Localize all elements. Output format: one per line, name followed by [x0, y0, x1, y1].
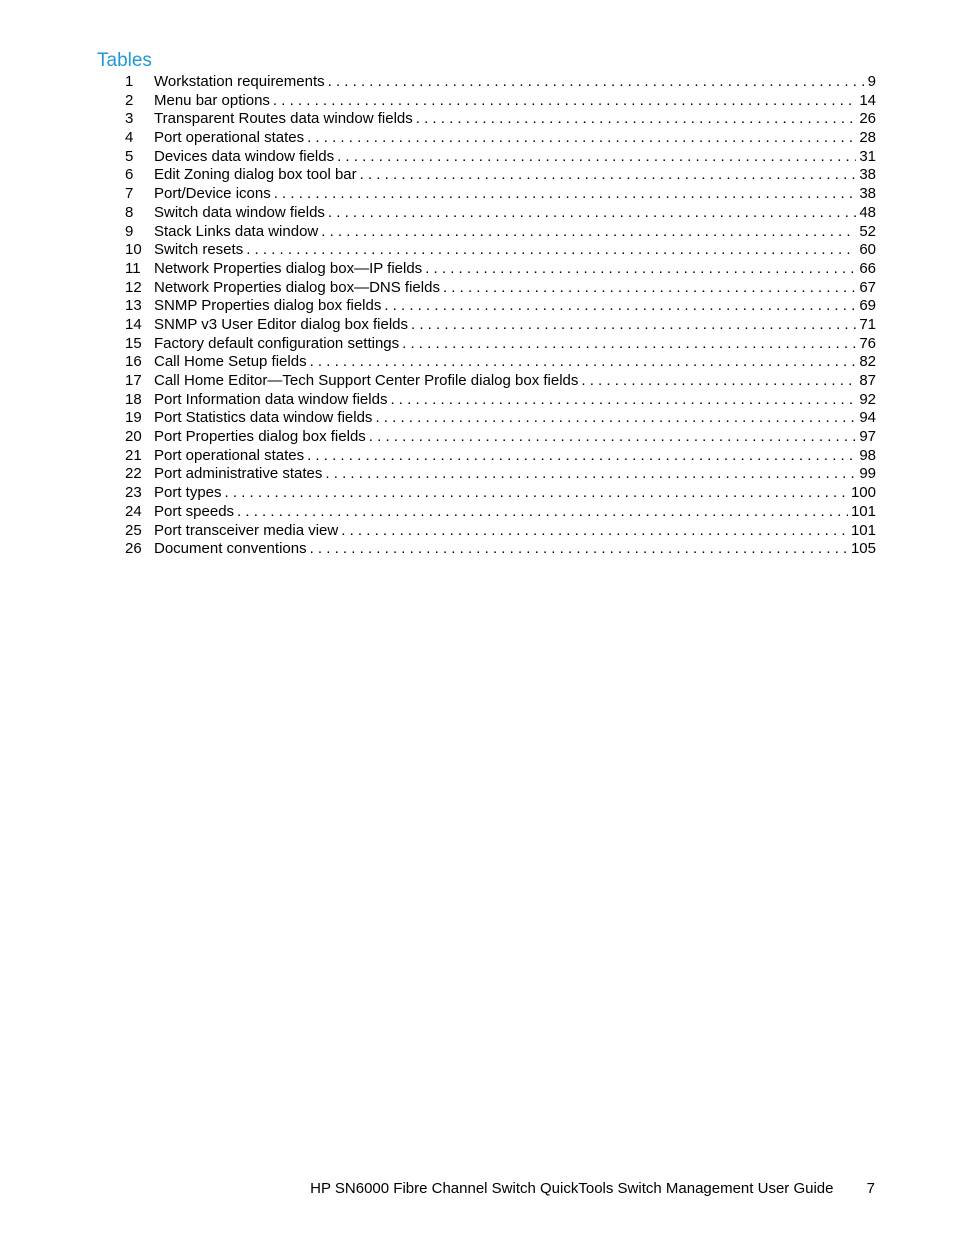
toc-entry-title[interactable]: Switch data window fields — [154, 203, 325, 221]
toc-entry-page[interactable]: 76 — [859, 334, 876, 352]
toc-entry-title[interactable]: SNMP v3 User Editor dialog box fields — [154, 315, 409, 333]
toc-entry-number: 20 — [125, 428, 142, 446]
toc-entry-number: 19 — [125, 409, 142, 427]
toc-entry-number: 2 — [125, 91, 134, 109]
toc-dot-leader — [237, 503, 848, 522]
toc-entry-title[interactable]: Port/Device icons — [154, 185, 271, 203]
toc-entry-number: 23 — [125, 484, 142, 502]
toc-entry[interactable] — [120, 129, 876, 148]
toc-entry-number: 25 — [125, 521, 142, 539]
toc-entry[interactable] — [120, 279, 876, 298]
toc-entry-title[interactable]: Workstation requirements — [154, 73, 325, 90]
toc-entry[interactable] — [120, 465, 876, 484]
toc-entry[interactable] — [120, 372, 876, 391]
toc-entry[interactable] — [120, 297, 876, 316]
toc-entry[interactable] — [120, 110, 876, 129]
toc-entry-title[interactable]: Port transceiver media view — [154, 521, 339, 539]
toc-entry-title[interactable]: Port types — [154, 484, 222, 502]
toc-entry-page[interactable]: 101 — [850, 502, 876, 520]
toc-entry-page[interactable]: 38 — [859, 166, 876, 184]
toc-entry[interactable] — [120, 316, 876, 335]
toc-entry[interactable] — [120, 353, 876, 372]
toc-entry-title[interactable]: Devices data window fields — [154, 147, 335, 165]
toc-entry-page[interactable]: 100 — [850, 484, 876, 502]
toc-entry-number: 16 — [125, 353, 142, 371]
toc-entry-title[interactable]: Port operational states — [154, 446, 305, 464]
toc-entry-page[interactable]: 14 — [859, 91, 876, 109]
toc-entry-number: 18 — [125, 390, 142, 408]
toc-entry-title[interactable]: Factory default configuration settings — [154, 334, 400, 352]
toc-entry-title[interactable]: Port administrative states — [154, 465, 323, 483]
toc-entry-title[interactable]: Call Home Editor—Tech Support Center Profile dialog box fields — [154, 372, 579, 389]
toc-dot-leader — [325, 465, 856, 484]
toc-entry[interactable] — [120, 522, 876, 541]
toc-dot-leader — [390, 391, 856, 410]
toc-entry-page[interactable]: 92 — [859, 390, 876, 408]
toc-dot-leader — [443, 279, 856, 298]
toc-dot-leader — [416, 110, 857, 129]
toc-entry-title[interactable]: Transparent Routes data window fields — [154, 110, 413, 128]
toc-entry-number: 24 — [125, 502, 142, 520]
toc-entry-title[interactable]: Port Information data window fields — [154, 390, 388, 408]
toc-entry-number: 21 — [125, 446, 142, 464]
toc-entry-title[interactable]: Document conventions — [154, 540, 307, 558]
toc-entry-title[interactable]: Switch resets — [154, 241, 244, 259]
toc-entry[interactable] — [120, 241, 876, 260]
toc-dot-leader — [337, 148, 856, 167]
toc-dot-leader — [328, 204, 856, 223]
toc-entry-page[interactable]: 94 — [859, 409, 876, 427]
toc-dot-leader — [341, 522, 848, 541]
toc-entry-page[interactable]: 98 — [859, 446, 876, 464]
toc-entry-title[interactable]: Network Properties dialog box—IP fields — [154, 259, 423, 277]
section-title: Tables — [97, 50, 152, 71]
toc-entry-number: 10 — [125, 241, 142, 259]
toc-entry-title[interactable]: Port Properties dialog box fields — [154, 428, 366, 446]
toc-entry-title[interactable]: Port operational states — [154, 129, 305, 147]
toc-entry-title[interactable]: Edit Zoning dialog box tool bar — [154, 166, 357, 184]
toc-entry-page[interactable]: 87 — [859, 372, 876, 389]
toc-dot-leader — [375, 409, 856, 428]
toc-entry-number: 6 — [125, 166, 134, 184]
toc-entry-page[interactable]: 9 — [867, 73, 876, 90]
toc-dot-leader — [369, 428, 857, 447]
toc-entry-number: 9 — [125, 222, 134, 240]
toc-dot-leader — [307, 129, 856, 148]
toc-entry-title[interactable]: Port speeds — [154, 502, 235, 520]
toc-dot-leader — [274, 185, 857, 204]
toc-entry[interactable] — [120, 540, 876, 559]
toc-entry-page[interactable]: 67 — [859, 278, 876, 296]
toc-entry-number: 13 — [125, 297, 142, 315]
toc-entry[interactable] — [120, 204, 876, 223]
toc-entry[interactable] — [120, 428, 876, 447]
toc-entry-number: 4 — [125, 129, 134, 147]
toc-entry[interactable] — [120, 503, 876, 522]
toc-entry-number: 8 — [125, 203, 134, 221]
page-footer — [310, 1180, 875, 1198]
toc-dot-leader — [307, 447, 856, 466]
toc-entry-page[interactable]: 48 — [859, 203, 876, 221]
toc-entry-page[interactable]: 26 — [859, 110, 876, 128]
toc-entry-page[interactable]: 52 — [859, 222, 876, 240]
toc-entry-title[interactable]: Menu bar options — [154, 91, 270, 109]
toc-entry[interactable] — [120, 92, 876, 111]
toc-entry-title[interactable]: Call Home Setup fields — [154, 353, 307, 371]
toc-entry-number: 11 — [125, 259, 141, 277]
toc-entry[interactable] — [120, 260, 876, 279]
toc-entry-number: 7 — [125, 185, 134, 203]
toc-entry-number: 14 — [125, 315, 142, 333]
toc-entry-page[interactable]: 38 — [859, 185, 876, 203]
toc-entry-page[interactable]: 99 — [859, 465, 876, 483]
toc-entry[interactable] — [120, 391, 876, 410]
toc-entry[interactable] — [120, 447, 876, 466]
toc-entry[interactable] — [120, 73, 876, 92]
toc-entry[interactable] — [120, 166, 876, 185]
toc-entry-page[interactable]: 28 — [859, 129, 876, 147]
toc-dot-leader — [246, 241, 856, 260]
toc-entry-title[interactable]: Stack Links data window — [154, 222, 319, 240]
toc-dot-leader — [310, 353, 857, 372]
footer-document-title: HP SN6000 Fibre Channel Switch QuickTools Switch Management User Guide — [310, 1180, 834, 1197]
toc-dot-leader — [328, 73, 865, 92]
toc-entry[interactable] — [120, 484, 876, 503]
toc-dot-leader — [402, 335, 856, 354]
toc-dot-leader — [384, 297, 856, 316]
toc-entry-page[interactable]: 60 — [859, 241, 876, 259]
toc-dot-leader — [310, 540, 848, 559]
toc-entry-number: 17 — [125, 372, 142, 389]
toc-entry[interactable] — [120, 409, 876, 428]
toc-entry-number: 12 — [125, 278, 142, 296]
toc-entry-number: 26 — [125, 540, 142, 558]
toc-entry-page[interactable]: 82 — [859, 353, 876, 371]
toc-dot-leader — [425, 260, 856, 279]
toc-dot-leader — [360, 166, 857, 185]
toc-entry-number: 1 — [125, 73, 134, 90]
toc-dot-leader — [581, 372, 856, 391]
toc-dot-leader — [411, 316, 856, 335]
toc-entry[interactable] — [120, 223, 876, 242]
toc-entry-page[interactable]: 31 — [859, 147, 876, 165]
toc-dot-leader — [321, 223, 856, 242]
toc-entry-number: 22 — [125, 465, 142, 483]
toc-entry-page[interactable]: 105 — [850, 540, 876, 558]
toc-entry[interactable] — [120, 148, 876, 167]
toc-entry-page[interactable]: 101 — [850, 521, 876, 539]
tables-list — [120, 73, 876, 559]
toc-entry-page[interactable]: 69 — [859, 297, 876, 315]
toc-entry-title[interactable]: SNMP Properties dialog box fields — [154, 297, 382, 315]
toc-entry-page[interactable]: 66 — [859, 259, 876, 277]
toc-entry-title[interactable]: Network Properties dialog box—DNS fields — [154, 278, 440, 296]
toc-entry[interactable] — [120, 185, 876, 204]
toc-entry[interactable] — [120, 335, 876, 354]
toc-entry-number: 5 — [125, 147, 134, 165]
toc-entry-page[interactable]: 97 — [859, 428, 876, 446]
footer-page-number: 7 — [866, 1180, 875, 1197]
toc-entry-page[interactable]: 71 — [859, 315, 876, 333]
toc-entry-number: 15 — [125, 334, 142, 352]
toc-entry-number: 3 — [125, 110, 134, 128]
toc-dot-leader — [225, 484, 848, 503]
toc-dot-leader — [273, 92, 856, 111]
toc-entry-title[interactable]: Port Statistics data window fields — [154, 409, 373, 427]
